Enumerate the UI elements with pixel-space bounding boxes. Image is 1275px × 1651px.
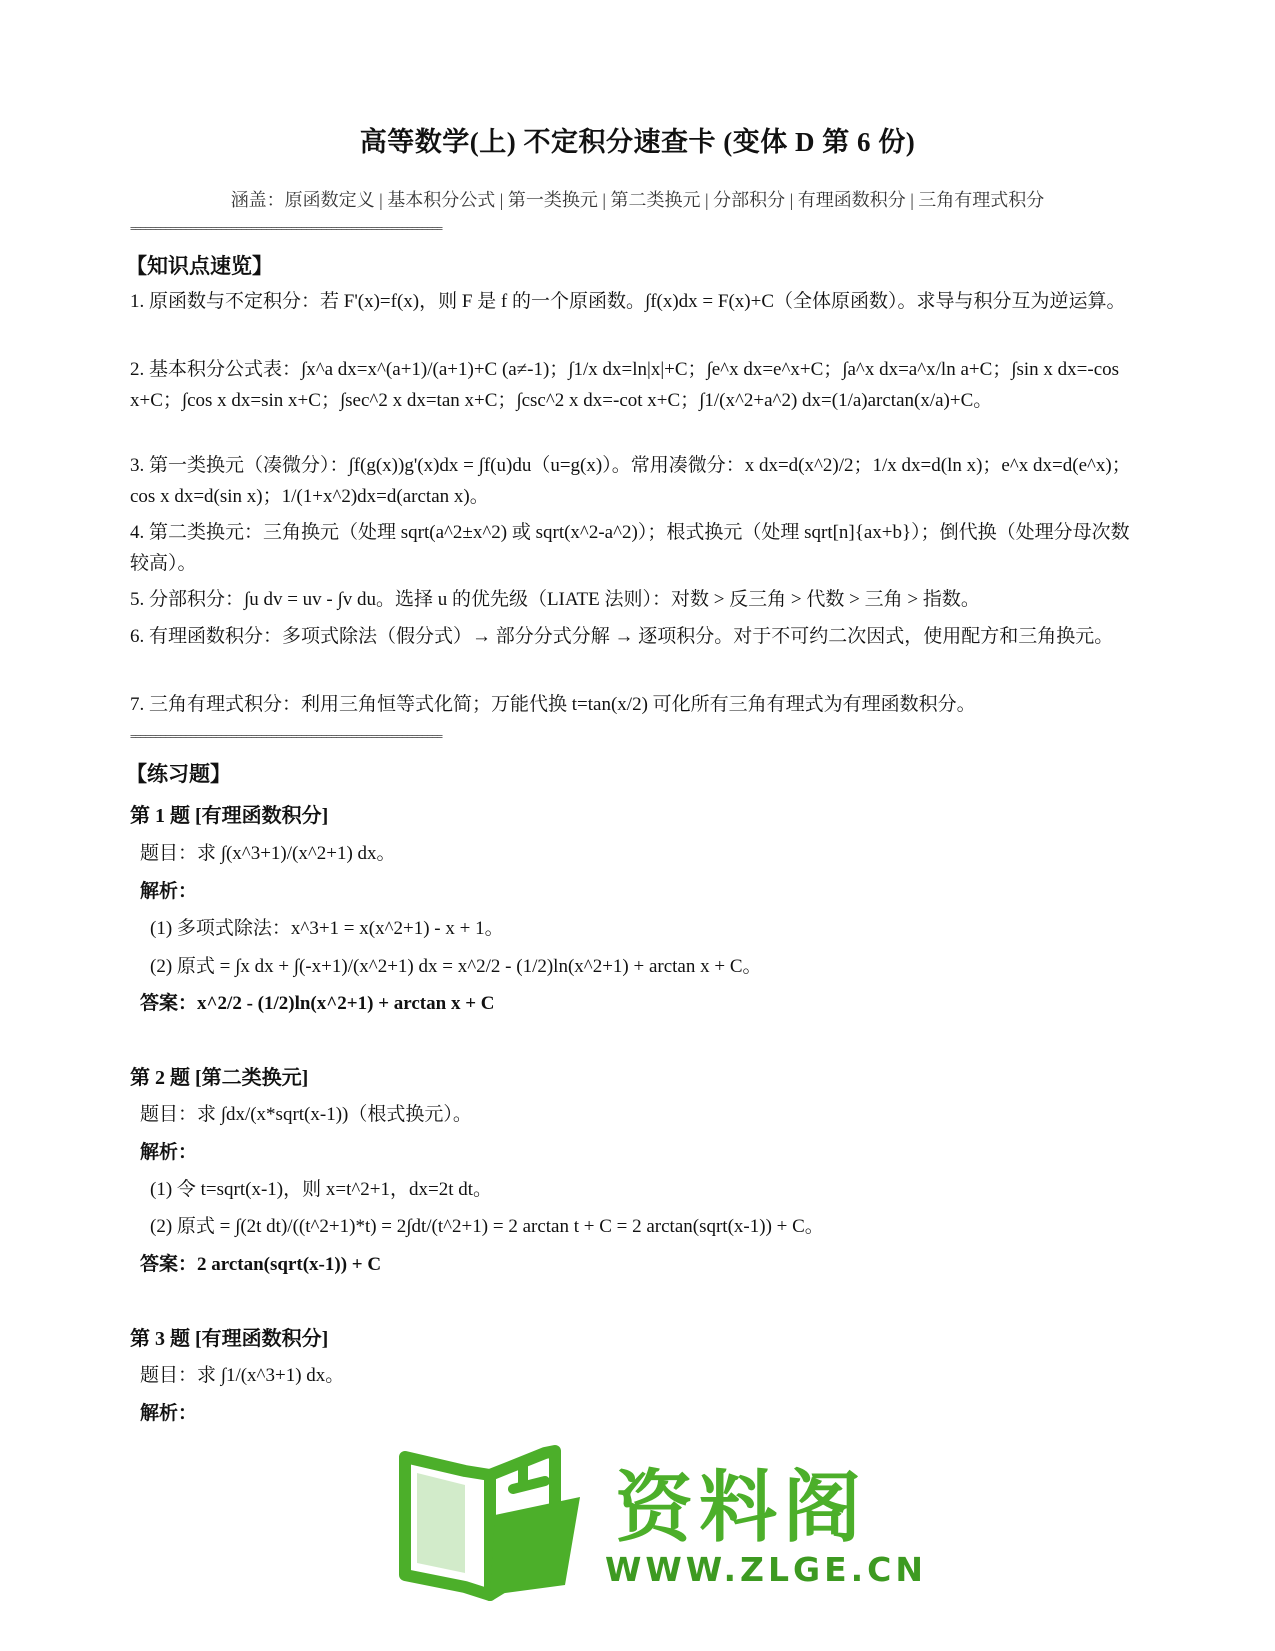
- watermark-name: 资料阁: [615, 1463, 868, 1553]
- divider-rule: ==============================================================: [130, 730, 442, 743]
- knowledge-item: 7. 三角有理式积分：利用三角恒等式化简；万能代换 t=tan(x/2) 可化所有三角有理式为有理函数积分。: [130, 694, 976, 715]
- knowledge-item: 3. 第一类换元（凑微分）：∫f(g(x))g'(x)dx = ∫f(u)du（u=g(x)）。常用凑微分：x dx=d(x^2)/2；1/x dx=d(ln x)；e^x dx=d(e^x)；cos x dx=d(sin x)；1/(1+x^2)dx=d(arctan x)。: [130, 455, 1131, 507]
- answer-text: 答案：x^2/2 - (1/2)ln(x^2+1) + arctan x + C: [140, 993, 495, 1014]
- knowledge-item: 6. 有理函数积分：多项式除法（假分式）→ 部分分式分解 → 逐项积分。对于不可约二次因式，使用配方和三角换元。: [130, 626, 1114, 647]
- divider-rule: ==============================================================: [130, 222, 442, 235]
- analysis-label: 解析：: [140, 881, 198, 902]
- knowledge-item: 4. 第二类换元：三角换元（处理 sqrt(a^2±x^2) 或 sqrt(x^2-a^2)）；根式换元（处理 sqrt[n]{ax+b}）；倒代换（处理分母次数较高）。: [130, 522, 1130, 574]
- knowledge-item: 1. 原函数与不定积分：若 F'(x)=f(x)，则 F 是 f 的一个原函数。∫f(x)dx = F(x)+C（全体原函数）。求导与积分互为逆运算。: [130, 291, 1126, 312]
- watermark-url: WWW.ZLGE.CN: [605, 1550, 928, 1589]
- page-title: 高等数学(上) 不定积分速查卡 (变体 D 第 6 份): [359, 127, 916, 157]
- watermark-logo: [395, 1435, 928, 1605]
- knowledge-item: 2. 基本积分公式表：∫x^a dx=x^(a+1)/(a+1)+C (a≠-1)；∫1/x dx=ln|x|+C；∫e^x dx=e^x+C；∫a^x dx=a^x/ln a+C；∫sin x dx=-cos x+C；∫cos x dx=sin x+C；∫sec^2 x dx=tan x+C；∫csc^2 x dx=-cot x+C；∫1/(x^2+a^2) dx=(1/a)arctan(x/a)+C。: [130, 359, 1120, 411]
- analysis-label: 解析：: [140, 1142, 198, 1163]
- solution-step: (2) 原式 = ∫(2t dt)/((t^2+1)*t) = 2∫dt/(t^2+1) = 2 arctan t + C = 2 arctan(sqrt(x-1)) + C。: [150, 1216, 824, 1237]
- solution-step: (1) 令 t=sqrt(x-1)，则 x=t^2+1，dx=2t dt。: [150, 1179, 493, 1200]
- problem-question: 题目：求 ∫1/(x^3+1) dx。: [140, 1365, 345, 1386]
- solution-step: (1) 多项式除法：x^3+1 = x(x^2+1) - x + 1。: [150, 918, 504, 939]
- page-subtitle: 涵盖：原函数定义 | 基本积分公式 | 第一类换元 | 第二类换元 | 分部积分 | 有理函数积分 | 三角有理式积分: [230, 190, 1045, 210]
- problem-title: 第 1 题 [有理函数积分]: [130, 805, 329, 827]
- problem-question: 题目：求 ∫(x^3+1)/(x^2+1) dx。: [140, 843, 396, 864]
- problem-title: 第 3 题 [有理函数积分]: [130, 1328, 329, 1350]
- solution-step: (2) 原式 = ∫x dx + ∫(-x+1)/(x^2+1) dx = x^2/2 - (1/2)ln(x^2+1) + arctan x + C。: [150, 956, 762, 977]
- analysis-label: 解析：: [140, 1403, 198, 1424]
- open-book-icon: [395, 1435, 585, 1605]
- knowledge-item: 5. 分部积分：∫u dv = uv - ∫v du。选择 u 的优先级（LIATE 法则）：对数 > 反三角 > 代数 > 三角 > 指数。: [130, 589, 980, 610]
- problem-question: 题目：求 ∫dx/(x*sqrt(x-1))（根式换元）。: [140, 1104, 472, 1125]
- practice-heading: 【练习题】: [126, 762, 231, 786]
- problem-title: 第 2 题 [第二类换元]: [130, 1067, 309, 1089]
- knowledge-heading: 【知识点速览】: [126, 254, 273, 278]
- answer-text: 答案：2 arctan(sqrt(x-1)) + C: [140, 1254, 382, 1275]
